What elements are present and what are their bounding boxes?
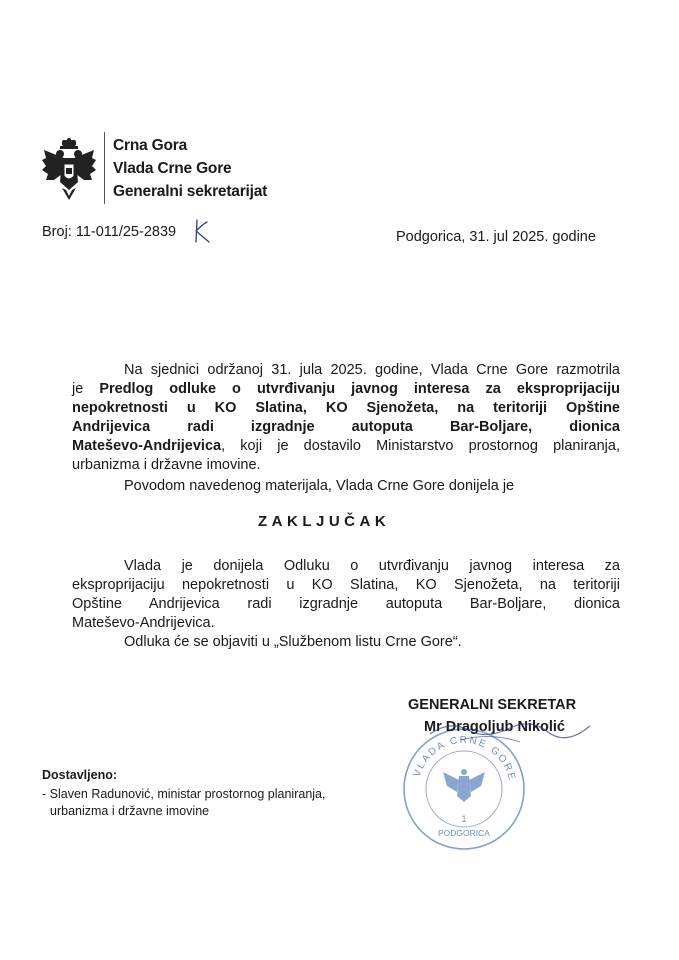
- paragraph-3: [72, 557, 620, 652]
- paragraph-3-line-3: Opštine Andrijevica radi izgradnje autoputa Bar-Boljare, dionica: [72, 596, 620, 612]
- paragraph-3-line-4: Matešev​o-Andrijevica.: [72, 615, 215, 631]
- signatory-name: Mr Dragoljub Nikolić: [424, 719, 565, 735]
- stamp-ring-text: VLADA CRNE GORE: [411, 734, 518, 783]
- signatory-title: GENERALNI SEKRETAR: [408, 697, 577, 713]
- paragraph-1-line-5: [72, 437, 620, 456]
- reference-number: Broj: 11-011/25-2839: [42, 224, 177, 240]
- proposal-title-part-1: Predlog odluke o utvrđivanju javnog interesa za eksproprijaciju: [99, 381, 620, 397]
- paragraph-1-line-6: urbanizma i državne imovine.: [72, 457, 261, 473]
- paragraph-1-line-1: Na sjednici održanoj 31. jula 2025. godine, Vlada Crne Gore razmotrila: [124, 362, 620, 378]
- paragraph-1: [72, 361, 620, 496]
- paragraph-1-line-2-prefix: je: [72, 381, 100, 397]
- paragraph-1-line-5-rest: , koji je dostavilo Ministarstvo prostornog planiranja,: [221, 438, 620, 454]
- signature-scribble-icon: [420, 712, 600, 752]
- proposal-title-part-2: nepokretnosti u KO Slatina, KO Sjenožeta, na teritoriji Opštine: [72, 400, 620, 416]
- coat-of-arms-icon: [40, 138, 98, 202]
- proposal-title-part-4: Matešev​o-Andrijevica: [72, 438, 222, 454]
- distribution-item-line-2: urbanizma i državne imovine: [50, 804, 210, 818]
- stamp-emblem-icon: [443, 769, 485, 802]
- stamp-city: PODGORICA: [438, 828, 490, 838]
- distribution-item-line-1: - Slaven Radunović, ministar prostornog planiranja,: [42, 787, 326, 801]
- place-and-date: Podgorica, 31. jul 2025. godine: [396, 229, 596, 245]
- institution-line-1: Crna Gora: [113, 137, 187, 154]
- distribution-title: Dostavljeno:: [42, 768, 118, 782]
- proposal-title-part-3: Andrijevica radi izgradnje autoputa Bar-Boljare, dionica: [72, 419, 620, 435]
- institution-line-3: Generalni sekretarijat: [113, 183, 268, 200]
- stamp-number: 1: [461, 814, 467, 824]
- paragraph-3-line-1: Vlada je donijela Odluku o utvrđivanju javnog interesa za: [124, 558, 620, 574]
- paragraph-4: Odluka će se objaviti u „Službenom listu Crne Gore“.: [124, 634, 462, 650]
- handwritten-mark-icon: [193, 218, 217, 244]
- header-divider: [104, 132, 105, 204]
- paragraph-1-line-2: [72, 380, 620, 399]
- paragraph-3-line-2: eksproprijaciju nepokretnosti u KO Slatina, KO Sjenožeta, na teritoriji: [72, 577, 620, 593]
- paragraph-2: Povodom navedenog materijala, Vlada Crne Gore donijela je: [124, 478, 515, 494]
- conclusion-heading: ZAKLJUČAK: [258, 513, 391, 530]
- institution-line-2: Vlada Crne Gore: [113, 160, 232, 177]
